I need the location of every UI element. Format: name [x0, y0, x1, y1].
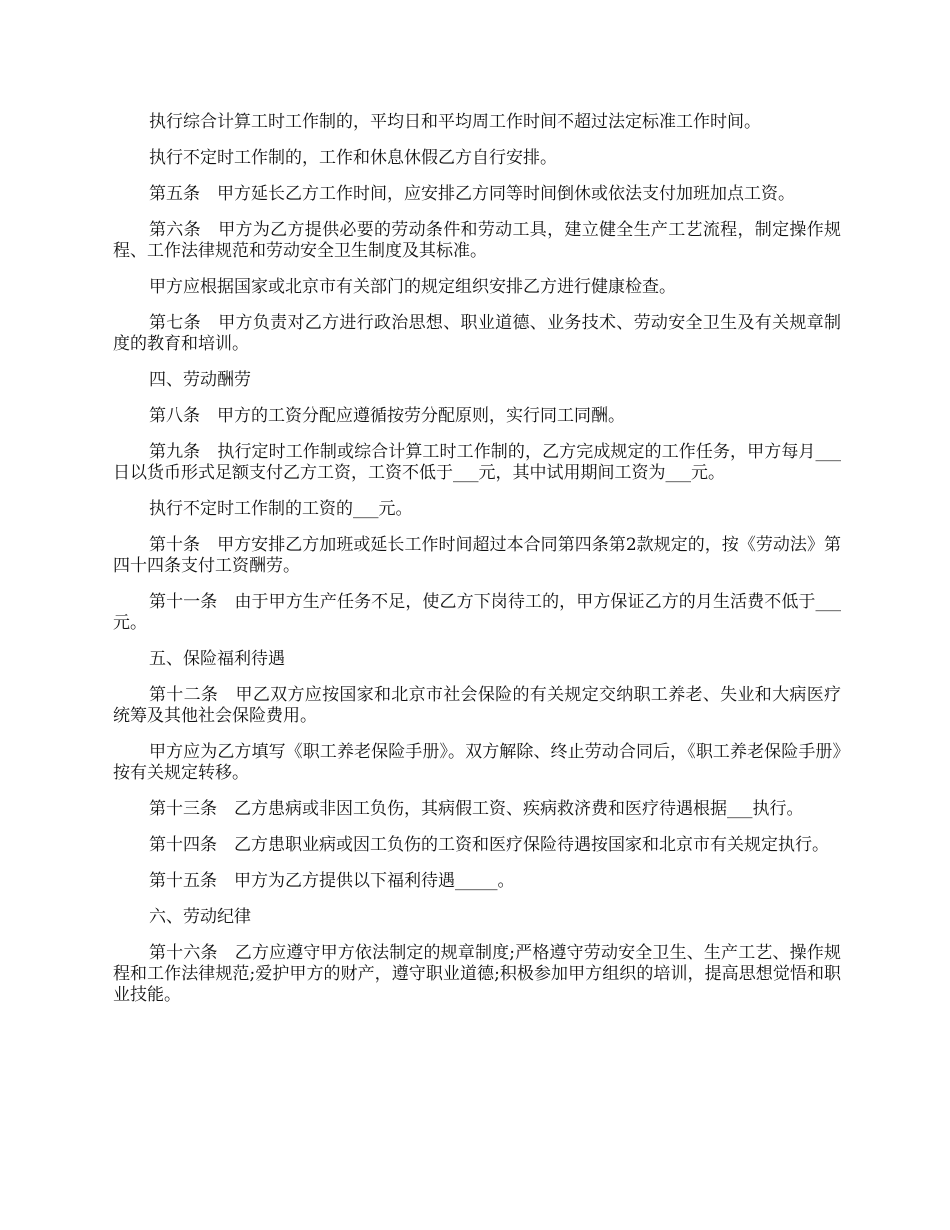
article-13: 第十三条 乙方患病或非因工负伤，其病假工资、疾病救济费和医疗待遇根据___执行。 — [149, 799, 804, 819]
article-16: 第十六条 乙方应遵守甲方依法制定的规章制度;严格遵守劳动安全卫生、生产工艺、操作规程和工作法律规范;爱护甲方的财产，遵守职业道德;积极参加甲方组织的培训，提高思想觉悟和职业技能。 — [113, 943, 841, 1005]
article-5: 第五条 甲方延长乙方工作时间，应安排乙方同等时间倒休或依法支付加班加点工资。 — [149, 184, 795, 204]
section-heading-remuneration: 四、劳动酬劳 — [149, 370, 251, 390]
paragraph-comprehensive-hours: 执行综合计算工时工作制的，平均日和平均周工作时间不超过法定标准工作时间。 — [149, 112, 761, 132]
article-14: 第十四条 乙方患职业病或因工负伤的工资和医疗保险待遇按国家和北京市有关规定执行。 — [149, 835, 829, 855]
paragraph-pension-handbook: 甲方应为乙方填写《职工养老保险手册》。双方解除、终止劳动合同后，《职工养老保险手册》按有关规定转移。 — [113, 742, 841, 783]
document-body — [113, 112, 841, 1021]
section-heading-insurance: 五、保险福利待遇 — [149, 649, 285, 669]
article-11: 第十一条 由于甲方生产任务不足，使乙方下岗待工的，甲方保证乙方的月生活费不低于___元。 — [113, 592, 841, 633]
article-10: 第十条 甲方安排乙方加班或延长工作时间超过本合同第四条第2款规定的，按《劳动法》第四十四条支付工资酬劳。 — [113, 535, 841, 576]
article-12: 第十二条 甲乙双方应按国家和北京市社会保险的有关规定交纳职工养老、失业和大病医疗统筹及其他社会保险费用。 — [113, 685, 841, 726]
paragraph-flexible-wage: 执行不定时工作制的工资的___元。 — [149, 499, 413, 519]
article-15: 第十五条 甲方为乙方提供以下福利待遇_____。 — [149, 871, 515, 891]
article-8: 第八条 甲方的工资分配应遵循按劳分配原则，实行同工同酬。 — [149, 406, 625, 426]
paragraph-health-check: 甲方应根据国家或北京市有关部门的规定组织安排乙方进行健康检查。 — [149, 277, 676, 297]
paragraph-flexible-hours: 执行不定时工作制的，工作和休息休假乙方自行安排。 — [149, 148, 557, 168]
article-7: 第七条 甲方负责对乙方进行政治思想、职业道德、业务技术、劳动安全卫生及有关规章制度的教育和培训。 — [113, 313, 841, 354]
section-heading-discipline: 六、劳动纪律 — [149, 907, 251, 927]
article-6: 第六条 甲方为乙方提供必要的劳动条件和劳动工具，建立健全生产工艺流程，制定操作规程、工作法律规范和劳动安全卫生制度及其标准。 — [113, 220, 841, 261]
article-9: 第九条 执行定时工作制或综合计算工时工作制的，乙方完成规定的工作任务，甲方每月___日以货币形式足额支付乙方工资，工资不低于___元，其中试用期间工资为___元。 — [113, 442, 841, 483]
